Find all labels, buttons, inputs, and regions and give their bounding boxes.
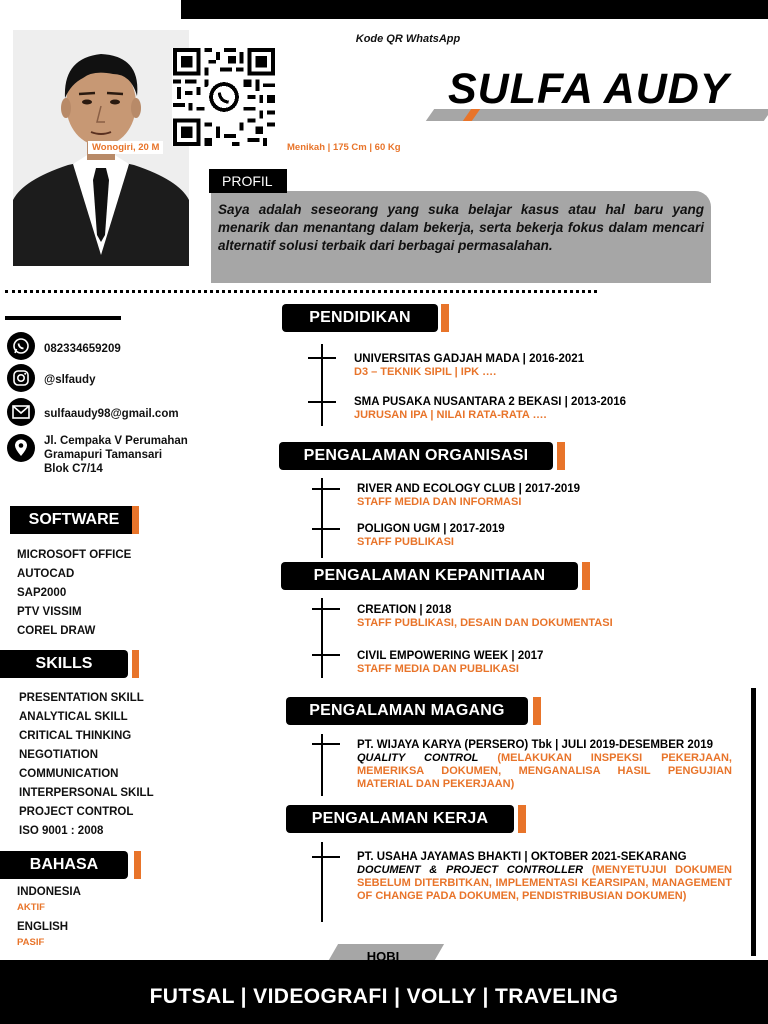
personal-info-line <box>88 141 418 157</box>
list-item: PROJECT CONTROL <box>19 806 134 818</box>
info-birth: Wonogiri, 20 M <box>88 141 163 154</box>
list-item: ANALYTICAL SKILL <box>19 711 128 723</box>
pendidikan-accent <box>441 304 449 332</box>
skills-list <box>19 689 154 841</box>
phone-number[interactable]: 082334659209 <box>44 343 121 355</box>
hobi-label: HOBI <box>366 949 400 964</box>
entry-title: CREATION | 2018 <box>357 604 452 616</box>
entry-detail: (MELAKUKAN INSPEKSI PEKERJAAN, MEMERIKSA DOKUMEN, MENGANALISA HASIL PENGUJIAN MATERIAL DAN PEKERJAAN) <box>357 752 732 790</box>
top-bar <box>181 0 768 19</box>
address-line-3: Blok C7/14 <box>44 463 103 475</box>
entry-subtitle: STAFF MEDIA DAN INFORMASI <box>357 496 522 508</box>
entry-title: PT. USAHA JAYAMAS BHAKTI | OKTOBER 2021-SEKARANG <box>357 851 687 863</box>
software-accent <box>132 506 139 534</box>
list-item: COREL DRAW <box>17 625 96 637</box>
skills-header: SKILLS <box>0 650 128 678</box>
kerja-accent <box>518 805 526 833</box>
list-item: INTERPERSONAL SKILL <box>19 787 154 799</box>
magang-header: PENGALAMAN MAGANG <box>286 697 528 725</box>
software-header: SOFTWARE <box>10 506 138 534</box>
entry-description <box>357 864 732 903</box>
profile-box <box>211 191 711 283</box>
entry-detail: (MENYETUJUI DOKUMEN SEBELUM DITERBITKAN, IMPLEMENTASI KEARSIPAN, MANAGEMENT OF CHANGE PADA DOKUMEN, PENDISTRIBUSIAN DOKUMEN) <box>357 864 733 902</box>
list-item: COMMUNICATION <box>19 768 119 780</box>
timeline-tick <box>312 528 340 530</box>
committee-entry <box>357 649 543 676</box>
organisasi-header: PENGALAMAN ORGANISASI <box>279 442 553 470</box>
timeline-line <box>321 478 323 558</box>
software-list <box>17 546 131 641</box>
education-entry <box>354 352 584 379</box>
full-name: SULFA AUDY <box>448 65 730 113</box>
address <box>44 434 188 476</box>
hobi-text: FUTSAL | VIDEOGRAFI | VOLLY | TRAVELING <box>149 985 619 1008</box>
entry-title: CIVIL EMPOWERING WEEK | 2017 <box>357 650 544 662</box>
internship-entry <box>357 738 732 791</box>
timeline-tick <box>312 856 340 858</box>
work-entry <box>357 850 732 903</box>
organisasi-accent <box>557 442 565 470</box>
entry-subtitle: JURUSAN IPA | NILAI RATA-RATA …. <box>354 409 547 421</box>
entry-role: DOCUMENT & PROJECT CONTROLLER <box>357 864 584 876</box>
entry-subtitle: STAFF PUBLIKASI, DESAIN DAN DOKUMENTASI <box>357 617 613 629</box>
email-address[interactable]: sulfaaudy98@gmail.com <box>44 408 179 420</box>
kepanitiaan-header: PENGALAMAN KEPANITIAAN <box>281 562 578 590</box>
bahasa-list <box>17 884 81 951</box>
entry-title: PT. WIJAYA KARYA (PERSERO) Tbk | JULI 2019-DESEMBER 2019 <box>357 739 713 751</box>
location-pin-icon <box>7 434 35 462</box>
list-item: AUTOCAD <box>17 568 75 580</box>
timeline-tick <box>312 743 340 745</box>
list-item: NEGOTIATION <box>19 749 99 761</box>
magang-accent <box>533 697 541 725</box>
timeline-tick <box>308 357 336 359</box>
whatsapp-qr-code[interactable] <box>172 48 276 146</box>
qr-caption: Kode QR WhatsApp <box>355 33 461 45</box>
timeline-tick <box>312 654 340 656</box>
address-line-2: Gramapuri Tamansari <box>44 449 163 461</box>
language-level: AKTIF <box>17 902 45 913</box>
language-name: INDONESIA <box>17 886 81 898</box>
list-item: PRESENTATION SKILL <box>19 692 144 704</box>
skills-accent <box>132 650 139 678</box>
kerja-header: PENGALAMAN KERJA <box>286 805 514 833</box>
info-status: Menikah | 175 Cm | 60 Kg <box>287 142 401 153</box>
kepanitiaan-accent <box>582 562 590 590</box>
entry-title: RIVER AND ECOLOGY CLUB | 2017-2019 <box>357 483 581 495</box>
entry-subtitle: STAFF MEDIA DAN PUBLIKASI <box>357 663 519 675</box>
instagram-icon <box>7 364 35 392</box>
timeline-line <box>321 842 323 922</box>
entry-subtitle: STAFF PUBLIKASI <box>357 536 454 548</box>
list-item: PTV VISSIM <box>17 606 82 618</box>
entry-role: QUALITY CONTROL <box>357 752 479 764</box>
list-item: MICROSOFT OFFICE <box>17 549 132 561</box>
profile-label: PROFIL <box>209 169 287 193</box>
list-item: SAP2000 <box>17 587 67 599</box>
timeline-tick <box>312 608 340 610</box>
list-item: CRITICAL THINKING <box>19 730 132 742</box>
entry-title: SMA PUSAKA NUSANTARA 2 BEKASI | 2013-2016 <box>354 396 627 408</box>
bahasa-accent <box>134 851 141 879</box>
instagram-handle[interactable]: @slfaudy <box>44 374 96 386</box>
email-icon <box>7 398 35 426</box>
timeline-line <box>321 598 323 678</box>
entry-title: UNIVERSITAS GADJAH MADA | 2016-2021 <box>354 353 585 365</box>
education-entry <box>354 395 626 422</box>
timeline-tick <box>308 401 336 403</box>
committee-entry <box>357 603 613 630</box>
dotted-divider <box>5 290 597 293</box>
organization-entry <box>357 482 580 509</box>
entry-description <box>357 752 732 791</box>
language-level: PASIF <box>17 937 45 948</box>
organization-entry <box>357 522 505 549</box>
right-rule <box>751 688 756 956</box>
language-name: ENGLISH <box>17 921 69 933</box>
entry-title: POLIGON UGM | 2017-2019 <box>357 523 505 535</box>
timeline-tick <box>312 488 340 490</box>
left-rule <box>5 316 121 320</box>
address-line-1: Jl. Cempaka V Perumahan <box>44 435 188 447</box>
entry-subtitle: D3 – TEKNIK SIPIL | IPK …. <box>354 366 497 378</box>
profile-text: Saya adalah seseorang yang suka belajar kasus atau hal baru yang menarik dan menantang dalam bekerja, serta bekerja fokus dalam mencari alternatif solusi terbaik dari berbagai permasalahan. <box>218 202 704 253</box>
bahasa-header: BAHASA <box>0 851 128 879</box>
whatsapp-icon <box>7 332 35 360</box>
list-item: ISO 9001 : 2008 <box>19 825 104 837</box>
pendidikan-header: PENDIDIKAN <box>282 304 438 332</box>
